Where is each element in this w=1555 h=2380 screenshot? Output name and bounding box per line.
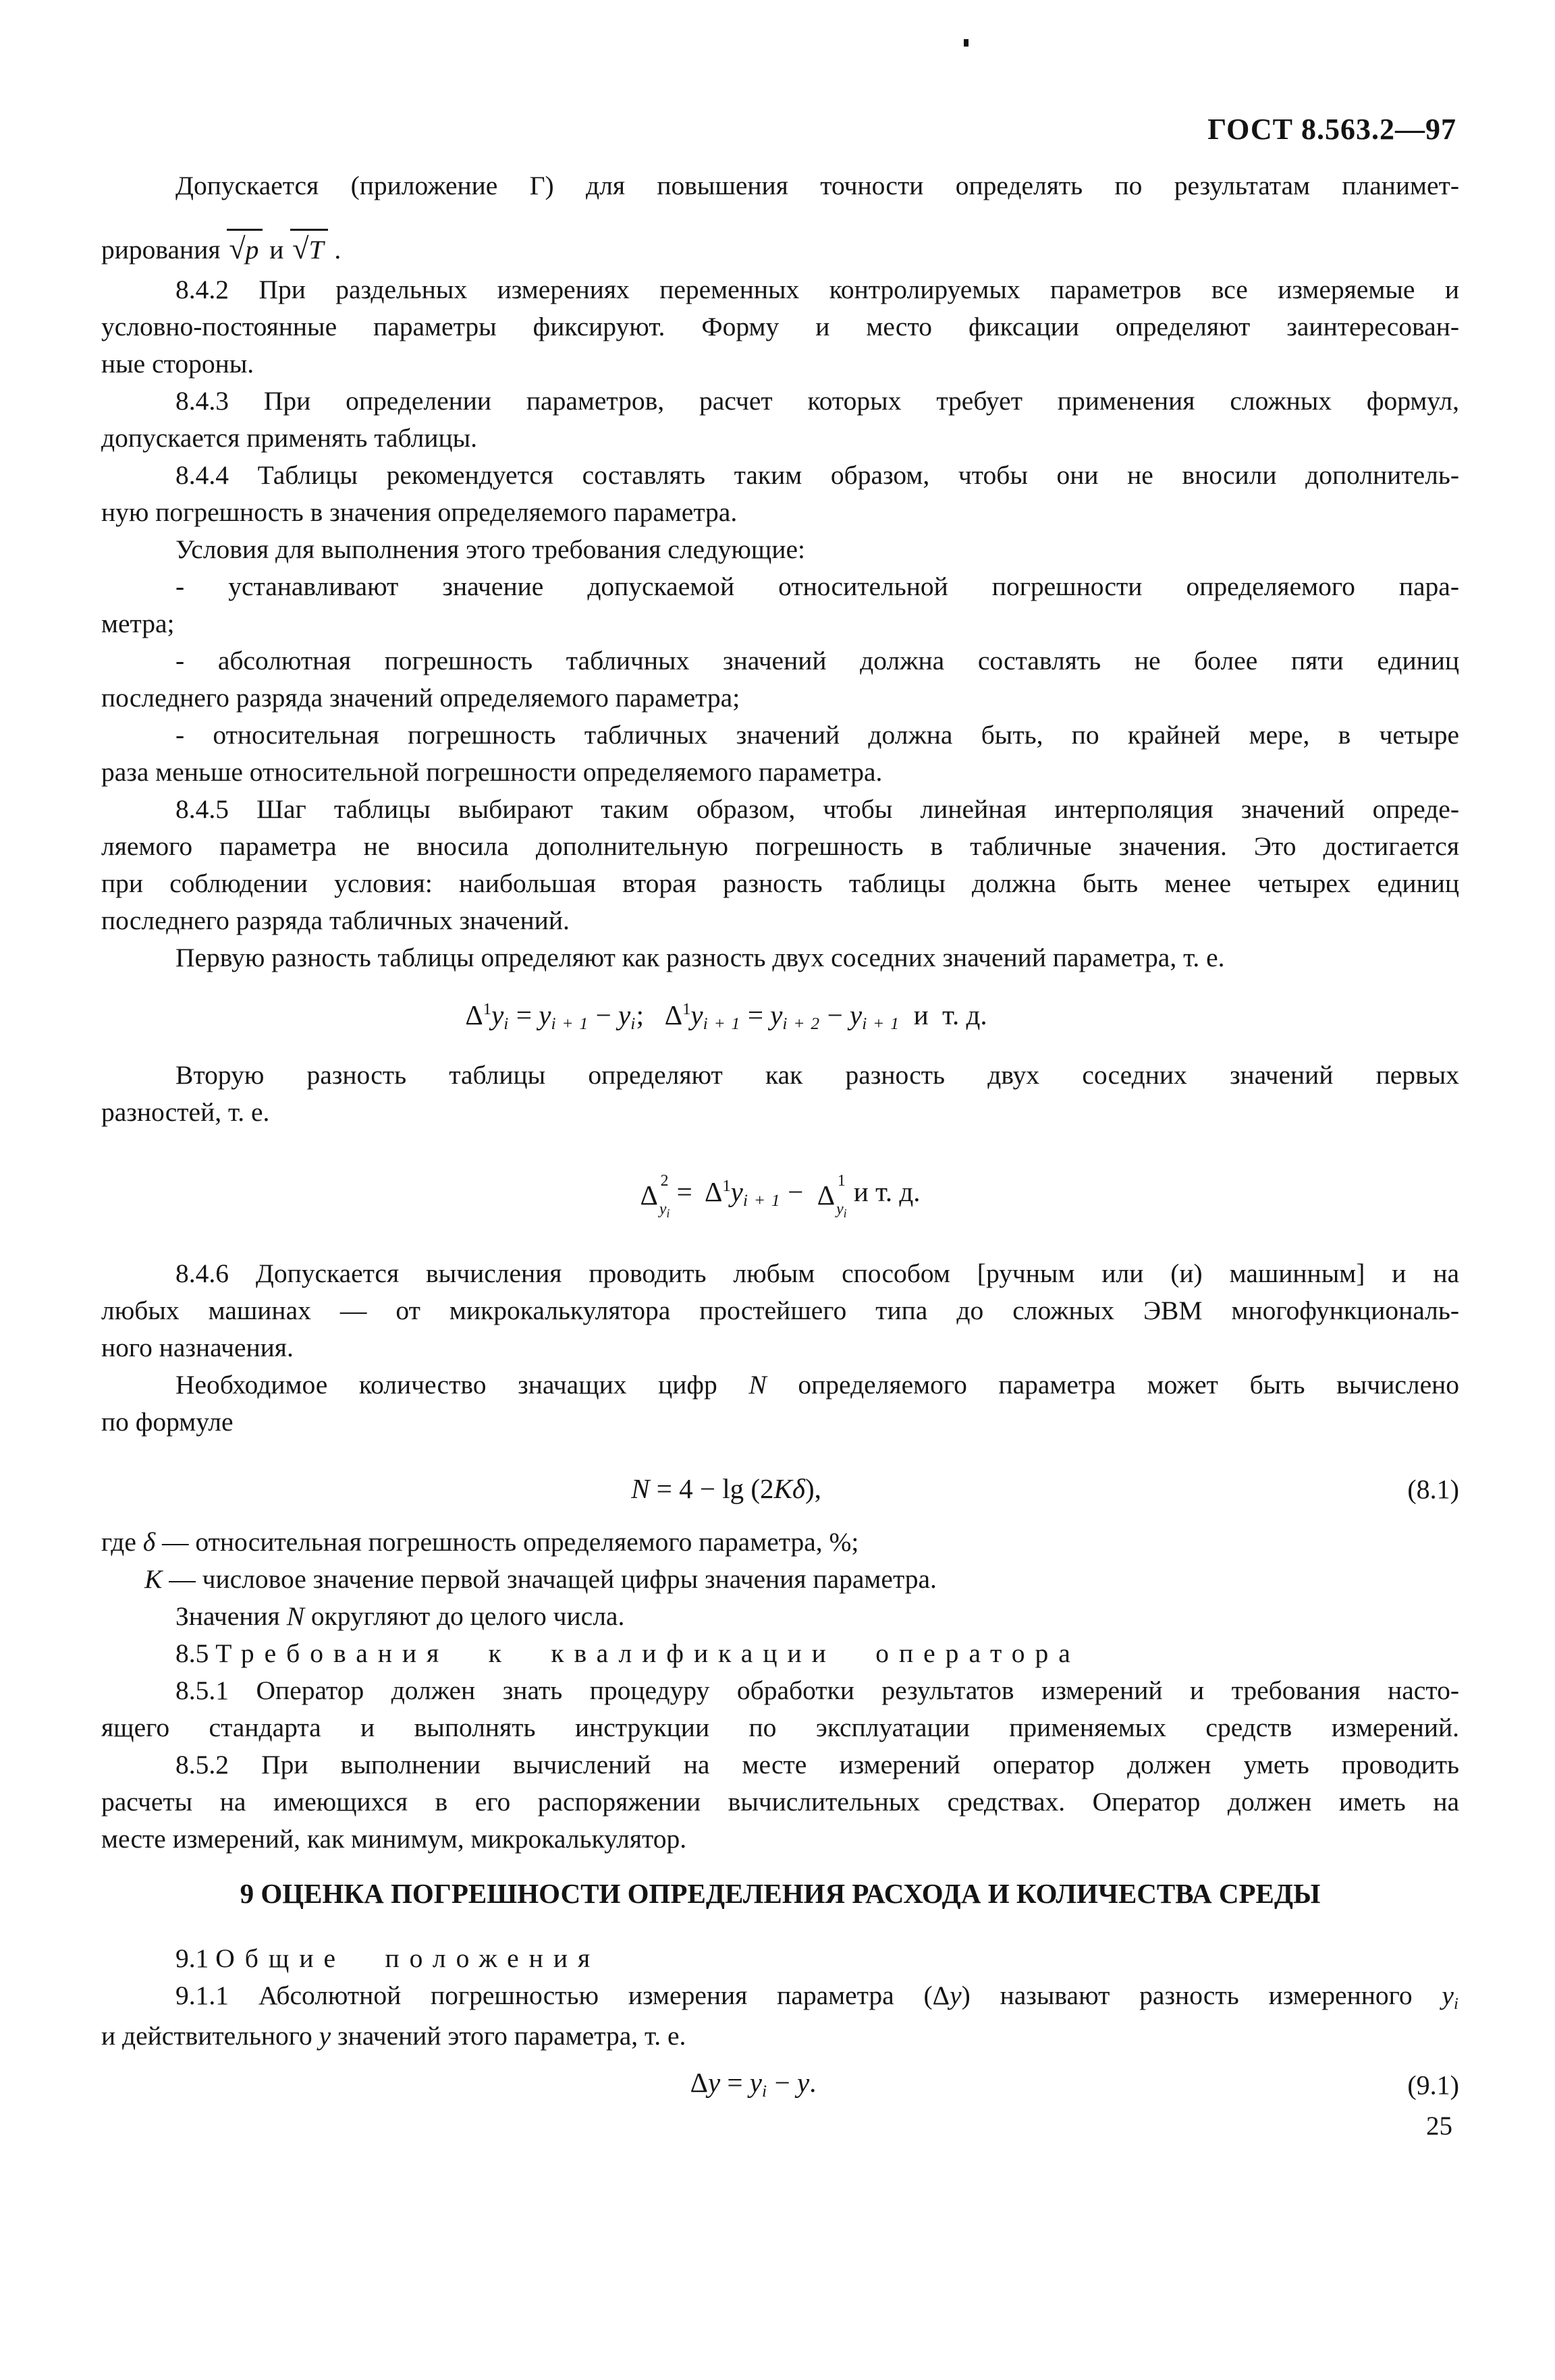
variable: p xyxy=(245,235,259,265)
text-line: любых машинах — от микрокалькулятора простейшего типа до сложных ЭВМ многофункциональ- xyxy=(101,1296,1459,1326)
subsection-number: 9.1 xyxy=(175,1943,209,1974)
math-token: Δ xyxy=(465,999,483,1030)
math-token: y xyxy=(850,999,863,1030)
text-line xyxy=(101,204,1459,269)
math-token: N xyxy=(631,1473,650,1505)
math-token: y xyxy=(950,1981,962,2011)
subsection-title: Общие положения xyxy=(215,1943,601,1974)
math-token: i xyxy=(503,1014,510,1034)
text-line: 8.4.2 При раздельных измерениях переменных контролируемых параметров все измеряемые и xyxy=(175,275,1459,304)
equation-number: (9.1) xyxy=(1407,2070,1459,2101)
subsection-heading xyxy=(101,1940,1459,1977)
subsection-number: 8.5 xyxy=(175,1638,209,1669)
text-line: допускается применять таблицы. xyxy=(101,423,478,453)
text-line: последнего разряда табличных значений. xyxy=(101,906,570,935)
text-line: 8.5.2 При выполнении вычислений на месте измерений оператор должен уметь проводить xyxy=(175,1750,1459,1780)
script-stack xyxy=(659,1171,670,1220)
math-token: i xyxy=(1453,1995,1459,2014)
superscript: 2 xyxy=(660,1171,669,1190)
math-token: y xyxy=(730,1176,743,1208)
formula-row xyxy=(101,1470,1459,1507)
text-line: Вторую разность таблицы определяют как разность двух соседних значений первых xyxy=(175,1060,1459,1090)
text-line: ляемого параметра не вносила дополнительную погрешность в табличные значения. Это достигается xyxy=(101,831,1459,861)
math-token: и т. д. xyxy=(900,999,987,1030)
text-line: разностей, т. е. xyxy=(101,1097,270,1127)
math-token: и действительного xyxy=(101,2021,319,2051)
math-token: ), xyxy=(804,1473,821,1505)
math-token: ; xyxy=(636,999,665,1030)
math-token: 9.1.1 Абсолютной погрешностью измерения параметра (Δ xyxy=(175,1981,950,2011)
text-line: месте измерений, как минимум, микрокалькулятор. xyxy=(101,1824,687,1854)
page-header xyxy=(1207,112,1456,146)
text-line xyxy=(101,1524,1459,1561)
math-token: и xyxy=(263,235,291,265)
text-line: ного назначения. xyxy=(101,1333,294,1363)
scan-speck xyxy=(964,39,969,47)
math-token: y xyxy=(770,999,783,1030)
math-token: N xyxy=(286,1601,304,1632)
formula-row xyxy=(101,1170,1459,1220)
formula-row xyxy=(101,2064,1459,2105)
text-line: 8.5.1 Оператор должен знать процедуру обработки результатов измерений и требования насто- xyxy=(175,1676,1459,1706)
superscript: 1 xyxy=(837,1171,846,1190)
math-token: N xyxy=(748,1370,767,1400)
section-heading: 9 ОЦЕНКА ПОГРЕШНОСТИ ОПРЕДЕЛЕНИЯ РАСХОДА И КОЛИЧЕСТВА СРЕДЫ xyxy=(240,1878,1321,1910)
text-line xyxy=(101,1561,1459,1598)
formula-body xyxy=(690,2064,817,2105)
formula-body xyxy=(631,1470,821,1507)
math-token: K xyxy=(773,1473,792,1505)
math-token: = xyxy=(720,2067,750,2099)
text-line: Допускается (приложение Г) для повышения точности определять по результатам планимет- xyxy=(175,171,1459,200)
mean-sqrt-expression xyxy=(290,229,327,265)
text-line: Первую разность таблицы определяют как разность двух соседних значений параметра, т. е. xyxy=(175,943,1225,972)
math-token: и т. д. xyxy=(846,1176,921,1208)
math-token: y xyxy=(319,2021,331,2051)
formula-body xyxy=(465,997,987,1038)
math-token: − xyxy=(780,1176,817,1208)
radical-sign: √ xyxy=(292,232,309,265)
math-token: = xyxy=(740,999,771,1030)
text-line xyxy=(101,1598,1459,1635)
math-token: δ xyxy=(142,1527,156,1557)
variable: T xyxy=(308,235,324,265)
document-body xyxy=(101,167,1459,2105)
mean-sqrt-expression xyxy=(227,229,263,265)
math-token: рирования xyxy=(101,235,227,265)
math-token: 1 xyxy=(722,1176,731,1195)
math-token: 1 xyxy=(682,999,691,1018)
equation-number: (8.1) xyxy=(1407,1474,1459,1505)
math-token: = xyxy=(509,999,539,1030)
text-line: ящего стандарта и выполнять инструкции по эксплуатации применяемых средств измерений. xyxy=(101,1713,1459,1743)
math-token: — числовое значение первой значащей цифры значения параметра. xyxy=(162,1564,937,1595)
math-token: . xyxy=(327,235,342,265)
math-token: K xyxy=(144,1564,163,1595)
math-token: − xyxy=(820,999,850,1030)
math-token: i + 1 xyxy=(703,1014,741,1034)
math-token: y xyxy=(690,999,703,1030)
math-token: Значения xyxy=(175,1601,287,1632)
math-token: y xyxy=(491,999,504,1030)
math-token: i + 2 xyxy=(782,1014,821,1034)
subsection-heading xyxy=(101,1635,1459,1672)
doc-number: ГОСТ 8.563.2—97 xyxy=(1207,113,1456,146)
math-token: − xyxy=(767,2067,797,2099)
math-token: округляют до целого числа. xyxy=(304,1601,625,1632)
math-token: y xyxy=(796,2067,810,2099)
page-number: 25 xyxy=(1426,2111,1452,2140)
text-line: последнего разряда значений определяемого параметра; xyxy=(101,683,740,713)
text-line xyxy=(101,2018,1459,2055)
math-token: 1 xyxy=(483,999,492,1018)
math-token: i xyxy=(630,1014,636,1034)
math-token: y xyxy=(539,999,551,1030)
math-token: y xyxy=(749,2067,762,2099)
math-token: определяемого параметра может быть вычислено xyxy=(766,1370,1460,1400)
text-line: 8.4.5 Шаг таблицы выбирают таким образом, чтобы линейная интерполяция значений опреде- xyxy=(175,794,1459,824)
formula-row xyxy=(101,997,1459,1038)
math-token: значений этого параметра, т. е. xyxy=(331,2021,686,2051)
math-token: = 4 − lg (2 xyxy=(649,1473,774,1505)
text-line: 8.4.6 Допускается вычисления проводить любым способом [ручным или (и) машинным] и на xyxy=(175,1258,1459,1289)
text-line: 8.4.3 При определении параметров, расчет которых требует применения сложных формул, xyxy=(175,386,1459,416)
subscript: $y_i$ xyxy=(836,1200,847,1220)
text-line xyxy=(101,1977,1459,2018)
math-token: Необходимое количество значащих цифр xyxy=(175,1370,749,1400)
math-token: — относительная погрешность определяемого параметра, %; xyxy=(155,1527,859,1557)
subsection-title: Требования к квалификации оператора xyxy=(215,1638,1081,1669)
math-token: . xyxy=(809,2067,817,2099)
text-line: при соблюдении условия: наибольшая вторая разность таблицы должна быть менее четырех единиц xyxy=(101,868,1459,898)
text-line: по формуле xyxy=(101,1407,234,1437)
math-token: i + 1 xyxy=(742,1191,781,1211)
math-token: y xyxy=(707,2067,721,2099)
subscript: $y_i$ xyxy=(659,1200,670,1220)
text-line: 8.4.4 Таблицы рекомендуется составлять таким образом, чтобы они не вносили дополнитель- xyxy=(175,460,1459,490)
math-token: i + 1 xyxy=(862,1014,900,1034)
math-token: ) называют разность измеренного xyxy=(961,1981,1442,2011)
text-line: раза меньше относительной погрешности определяемого параметра. xyxy=(101,757,883,787)
text-line: расчеты на имеющихся в его распоряжении вычислительных средствах. Оператор должен иметь на xyxy=(101,1787,1459,1817)
math-token: = xyxy=(670,1176,705,1208)
formula-body xyxy=(640,1170,921,1220)
math-token: i xyxy=(761,2082,768,2101)
delta-symbol: Δ xyxy=(640,1180,658,1211)
math-token: Δ xyxy=(690,2067,708,2099)
text-line: - относительная погрешность табличных значений должна быть, по крайней мере, в четыре xyxy=(175,720,1459,750)
text-line: ную погрешность в значения определяемого параметра. xyxy=(101,497,738,527)
text-line: Условия для выполнения этого требования следующие: xyxy=(175,534,805,564)
math-token: − xyxy=(589,999,619,1030)
text-line: ные стороны. xyxy=(101,349,254,379)
text-line xyxy=(101,1366,1459,1404)
text-line: условно-постоянные параметры фиксируют. Форму и место фиксации определяют заинтересован- xyxy=(101,312,1459,341)
math-token: где xyxy=(101,1527,143,1557)
math-token: i + 1 xyxy=(551,1014,589,1034)
radical-sign: √ xyxy=(229,232,246,265)
sub-subscript: i xyxy=(843,1206,847,1220)
text-line: метра; xyxy=(101,609,175,638)
text-line: - устанавливают значение допускаемой относительной погрешности определяемого пара- xyxy=(175,572,1459,601)
sub-subscript: i xyxy=(666,1206,670,1220)
math-token: δ xyxy=(792,1473,805,1505)
math-token: Δ xyxy=(664,999,683,1030)
script-stack xyxy=(836,1171,847,1220)
delta-symbol: Δ xyxy=(817,1180,836,1211)
text-line: - абсолютная погрешность табличных значений должна составлять не более пяти единиц xyxy=(175,646,1459,675)
math-token: y xyxy=(618,999,631,1030)
math-token: y xyxy=(1442,1981,1454,2011)
math-token: Δ xyxy=(705,1176,723,1208)
